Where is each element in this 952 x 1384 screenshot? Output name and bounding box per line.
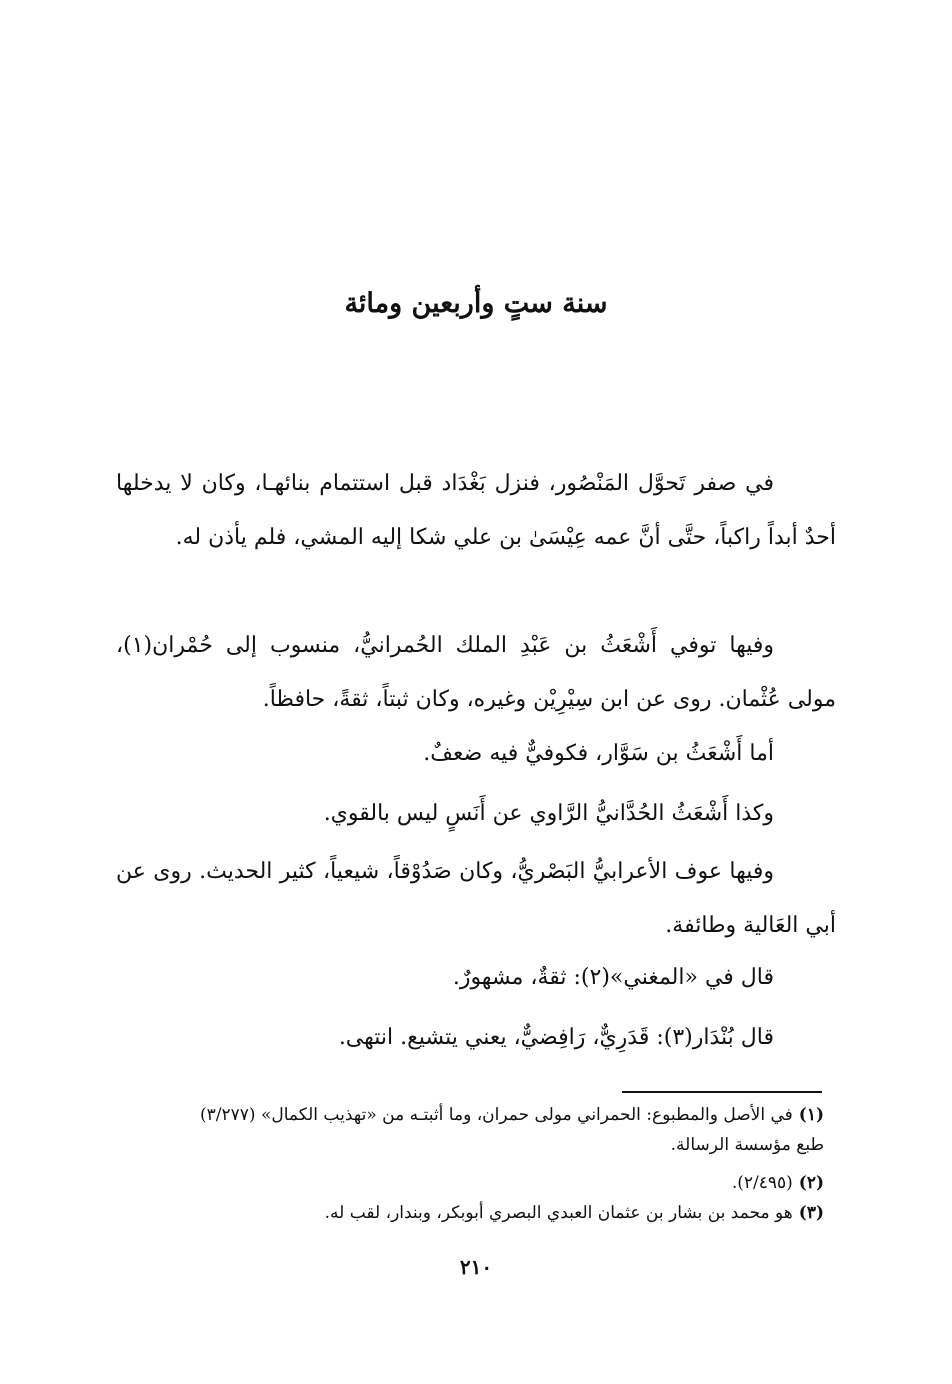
paragraph-mughni-quote: قال في «المغني»(٢): ثقةٌ، مشهورٌ. (452, 965, 774, 990)
footnote-1-continuation: طبع مؤسسة الرسالة. (670, 1135, 824, 1155)
footnote-3-text: هو محمد بن بشار بن عثمان العبدي البصري أبوبكر، وبندار، لقب له. (324, 1203, 793, 1223)
paragraph-ashath-sawwar: أما أَشْعَثُ بن سَوَّار، فكوفيٌّ فيه ضعفٌ. (423, 741, 774, 766)
paragraph-ashath-humrani: وفيها توفي أَشْعَثُ بن عَبْدِ الملك الحُمرانيُّ، منسوب إلى حُمْران(١)، مولى عُثْمان. روى عن ابن سِيْرِيْن وغيره، وكان ثبتاً، ثقةً، حافظاً. (116, 633, 836, 712)
footnote-1-number: (١) (798, 1105, 824, 1125)
paragraph-mansur-baghdad: في صفر تَحوَّل المَنْصُور، فنزل بَغْدَاد قبل استتمام بنائهـا، وكان لا يدخلها أحدٌ أبداً راكباً، حتَّى أنَّ عمه عِيْسَىٰ بن علي شكا إليه المشي، فلم يأذن له. (116, 471, 836, 550)
footnote-2 (118, 1168, 824, 1198)
paragraph-bundar-quote: قال بُنْدَار(٣): قَدَرِيٌّ، رَافِضيٌّ، يعني يتشيع. انتهى. (338, 1025, 774, 1050)
footnote-2-number: (٢) (798, 1173, 824, 1193)
footnote-2-text: (٢/٤٩٥). (731, 1173, 793, 1193)
section-title: سنة ستٍ وأربعين ومائة (344, 288, 608, 319)
footnote-3 (118, 1198, 824, 1228)
footnote-1 (118, 1100, 824, 1130)
footnotes (118, 1100, 824, 1228)
footnote-divider (622, 1091, 822, 1093)
footnote-3-number: (٣) (798, 1203, 824, 1223)
paragraph-ashath-huddani: وكذا أَشْعَثُ الحُدَّانيُّ الرَّاوي عن أَنَسٍ ليس بالقوي. (323, 801, 774, 826)
paragraph-awf-arabi: وفيها عوف الأعرابيُّ البَصْريُّ، وكان صَدُوْقاً، شيعياً، كثير الحديث. روى عن أبي العَالية وطائفة. (116, 859, 836, 938)
footnote-1-text: في الأصل والمطبوع: الحمراني مولى حمران، وما أثبتـه من «تهذيب الكمال» (٣/٢٧٧) (200, 1105, 793, 1125)
page-number: ٢١٠ (459, 1255, 493, 1279)
